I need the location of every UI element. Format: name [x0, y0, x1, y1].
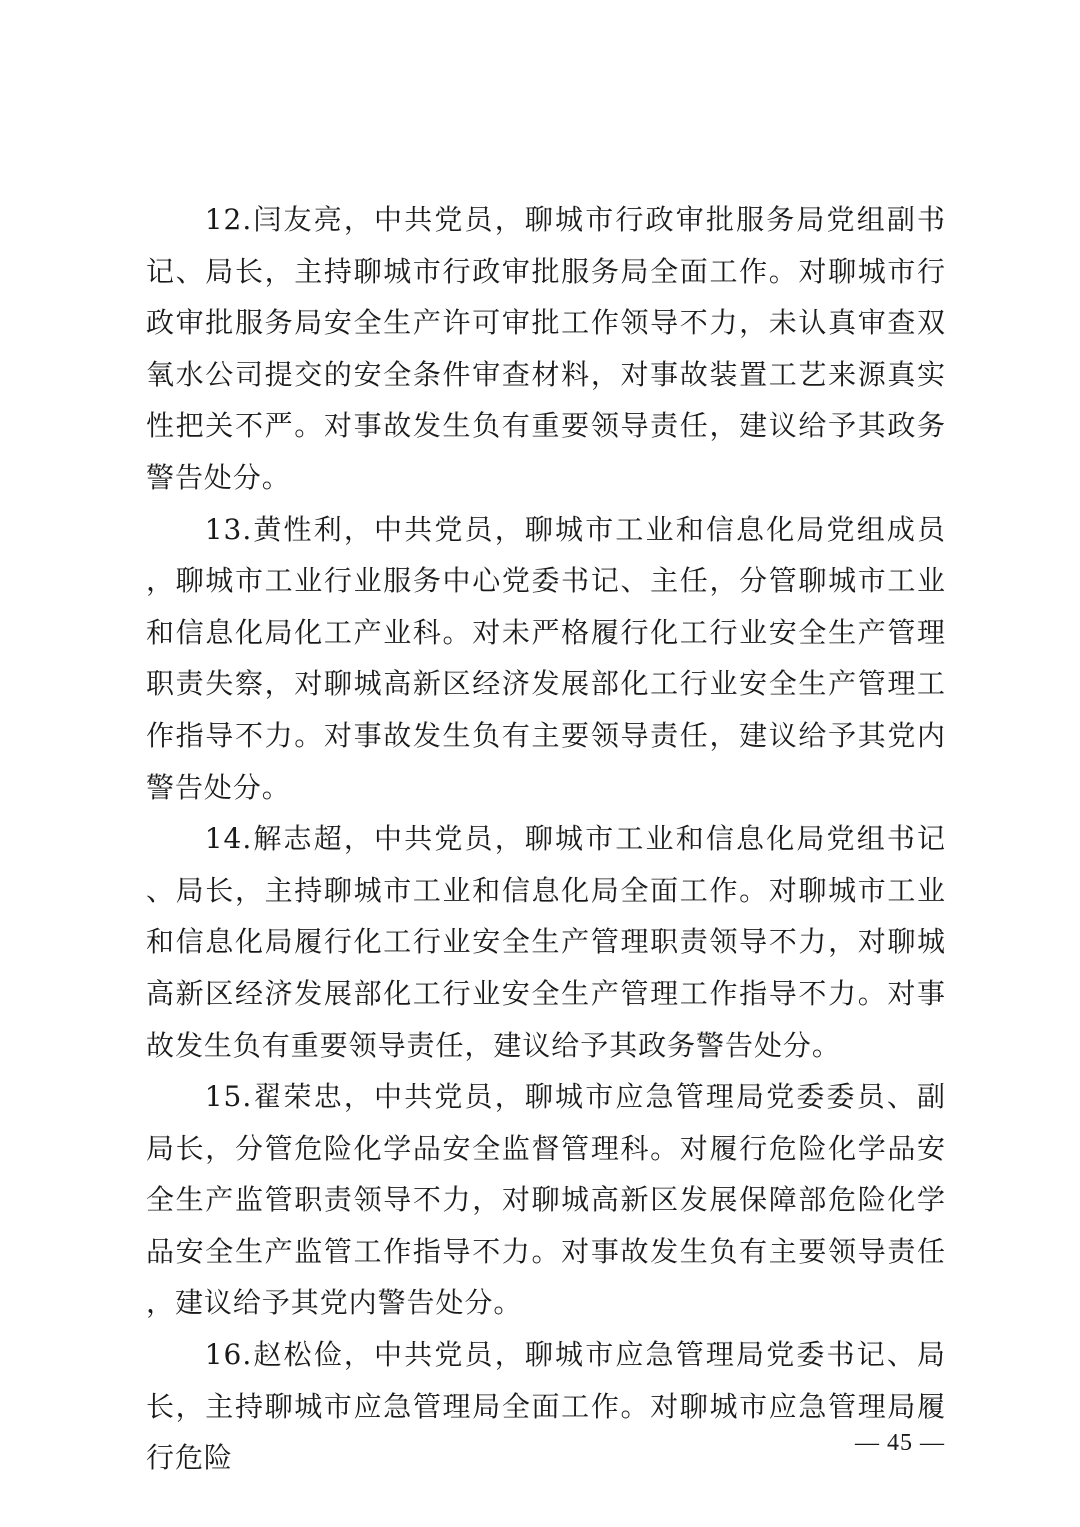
- paragraph-13: 13.黄性利，中共党员，聊城市工业和信息化局党组成员，聊城市工业行业服务中心党委书记、主任，分管聊城市工业和信息化局化工产业科。对未严格履行化工行业安全生产管理职责失察，对聊城高新区经济发展部化工行业安全生产管理工作指导不力。对事故发生负有主要领导责任，建议给予其党内警告处分。: [146, 512, 946, 804]
- document-body: [146, 194, 946, 1484]
- page-number: — 45 —: [855, 1430, 945, 1456]
- paragraph-12: 12.闫友亮，中共党员，聊城市行政审批服务局党组副书记、局长，主持聊城市行政审批服务局全面工作。对聊城市行政审批服务局安全生产许可审批工作领导不力，未认真审查双氧水公司提交的安全条件审查材料，对事故装置工艺来源真实性把关不严。对事故发生负有重要领导责任，建议给予其政务警告处分。: [146, 203, 946, 494]
- paragraph-15: 15.翟荣忠，中共党员，聊城市应急管理局党委委员、副局长，分管危险化学品安全监督管理科。对履行危险化学品安全生产监管职责领导不力，对聊城高新区发展保障部危险化学品安全生产监管工作指导不力。对事故发生负有主要领导责任，建议给予其党内警告处分。: [146, 1080, 946, 1320]
- paragraph-14: 14.解志超，中共党员，聊城市工业和信息化局党组书记、局长，主持聊城市工业和信息化局全面工作。对聊城市工业和信息化局履行化工行业安全生产管理职责领导不力，对聊城高新区经济发展部化工行业安全生产管理工作指导不力。对事故发生负有重要领导责任，建议给予其政务警告处分。: [146, 822, 946, 1062]
- paragraph-16: 16.赵松俭，中共党员，聊城市应急管理局党委书记、局长，主持聊城市应急管理局全面工作。对聊城市应急管理局履行危险: [146, 1338, 946, 1475]
